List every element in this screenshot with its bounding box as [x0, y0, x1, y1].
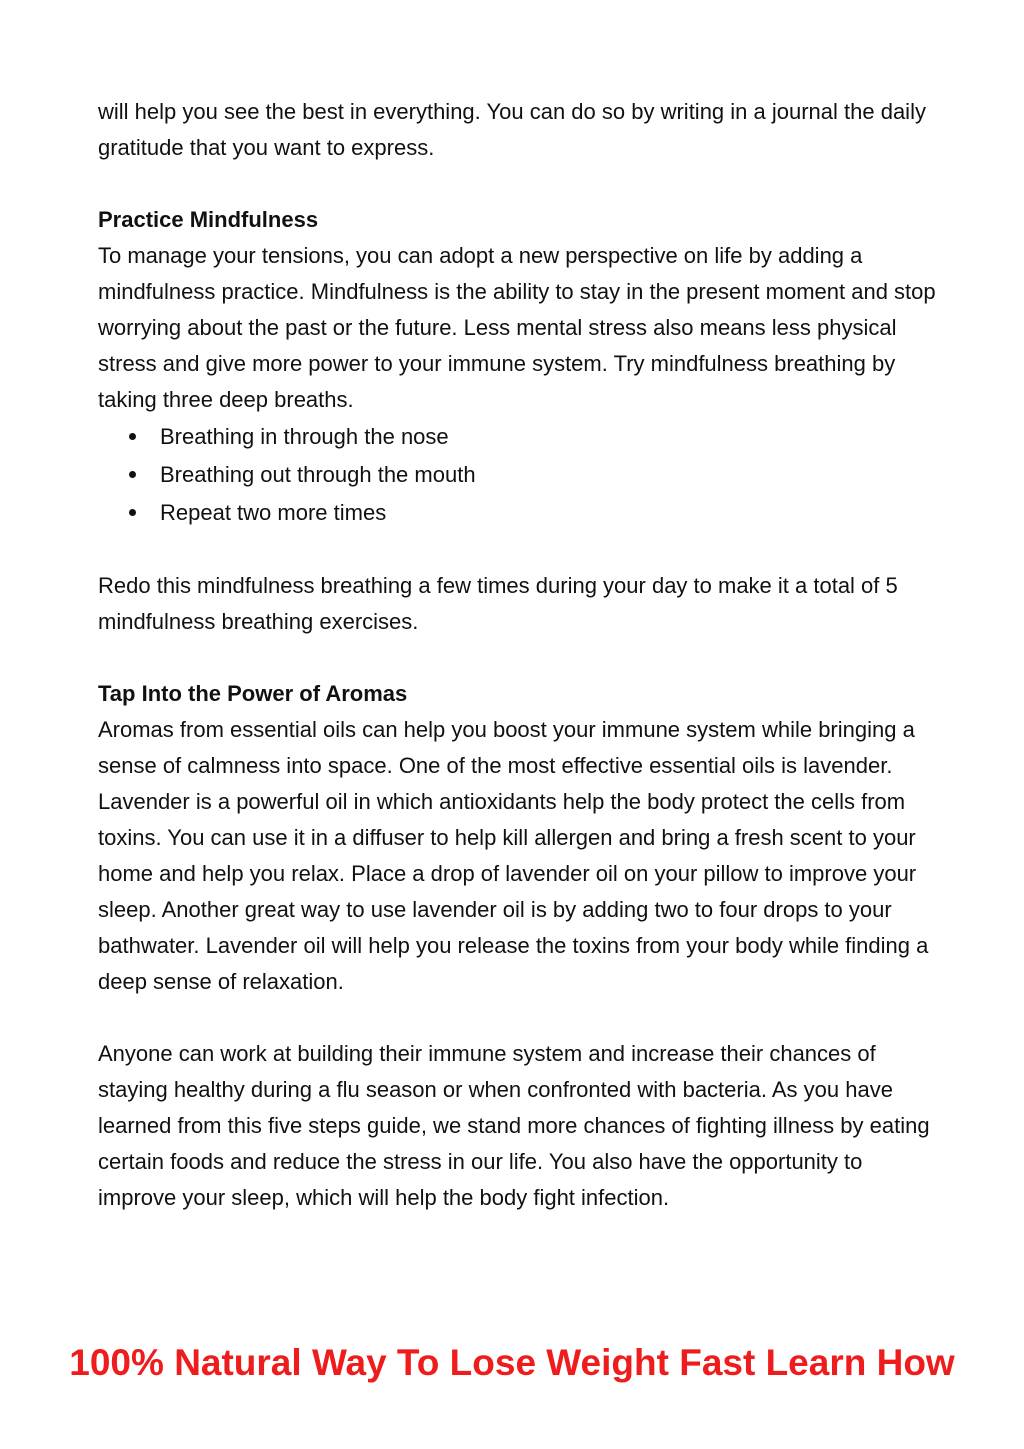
paragraph-gap	[98, 640, 938, 676]
paragraph-gap	[98, 166, 938, 202]
bullet-icon	[129, 433, 136, 440]
section-heading-aromas: Tap Into the Power of Aromas	[98, 681, 408, 706]
conclusion-paragraph: Anyone can work at building their immune system and increase their chances of staying healthy during a flu season or when confronted with bacteria. As you have learned from this five steps guide, we stand more chances of fighting illness by eating certain foods and reduce the stress in our life. You also have the opportunity to improve your sleep, which will help the body fight infection.	[98, 1041, 930, 1210]
bullet-icon	[129, 509, 136, 516]
section-body-mindfulness: To manage your tensions, you can adopt a new perspective on life by adding a mindfulness practice. Mindfulness is the ability to stay in the present moment and stop worrying about the past or the future. Less mental stress also means less physical stress and give more power to your immune system. Try mindfulness breathing by taking three deep breaths.	[98, 243, 936, 412]
promo-link[interactable]: 100% Natural Way To Lose Weight Fast Learn How	[69, 1342, 955, 1383]
document-body	[98, 94, 938, 1216]
mindfulness-followup-paragraph: Redo this mindfulness breathing a few times during your day to make it a total of 5 mindfulness breathing exercises.	[98, 573, 898, 634]
paragraph-gap	[98, 1000, 938, 1036]
section-body-aromas: Aromas from essential oils can help you boost your immune system while bringing a sense of calmness into space. One of the most effective essential oils is lavender. Lavender is a powerful oil in which antioxidants help the body protect the cells from toxins. You can use it in a diffuser to help kill allergen and bring a fresh scent to your home and help you relax. Place a drop of lavender oil on your pillow to improve your sleep. Another great way to use lavender oil is by adding two to four drops to your bathwater. Lavender oil will help you release the toxins from your body while finding a deep sense of relaxation.	[98, 717, 929, 994]
paragraph-gap	[98, 532, 938, 568]
list-item-text: Breathing out through the mouth	[160, 462, 476, 487]
list-item	[98, 456, 938, 494]
section-heading-mindfulness: Practice Mindfulness	[98, 207, 319, 232]
list-item-text: Repeat two more times	[160, 500, 387, 525]
list-item	[98, 494, 938, 532]
list-item	[98, 418, 938, 456]
intro-paragraph: will help you see the best in everything. You can do so by writing in a journal the daily gratitude that you want to express.	[98, 99, 926, 160]
breathing-steps-list	[98, 418, 938, 532]
bullet-icon	[129, 471, 136, 478]
list-item-text: Breathing in through the nose	[160, 424, 449, 449]
